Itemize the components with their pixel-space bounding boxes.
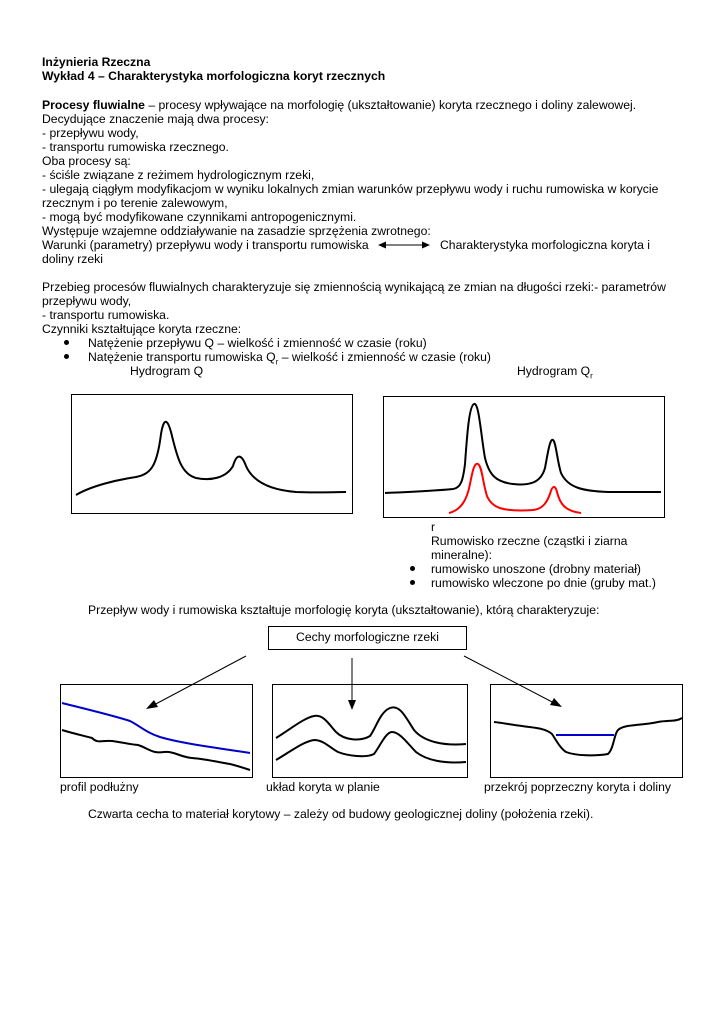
bullet-icon xyxy=(64,340,69,345)
sediment-title-2: mineralne): xyxy=(431,548,492,562)
valley-text: doliny rzeki xyxy=(42,252,103,266)
planform-diagram xyxy=(272,684,468,778)
process-2: - transportu rumowiska rzecznego. xyxy=(42,140,229,154)
fluvial-definition xyxy=(42,98,636,112)
hydrograph-qr-frame xyxy=(384,397,665,518)
characteristic-text: Charakterystyka morfologiczna koryta i xyxy=(440,238,650,252)
fourth-feature: Czwarta cecha to materiał korytowy – zależy od budowy geologicznej doliny (położenia rzeki). xyxy=(88,807,594,821)
course-line-2: przepływu wody, xyxy=(42,294,132,308)
hydrograph-q-label: Hydrogram Q xyxy=(130,364,204,378)
sediment-suspended: rumowisko unoszone (drobny materiał) xyxy=(431,562,641,576)
double-arrow-icon xyxy=(378,238,430,252)
conditions-text: Warunki (parametry) przepływu wody i transportu rumowiska xyxy=(42,238,369,252)
fluvial-term: Procesy fluwialne xyxy=(42,98,145,112)
both-item-2a: - ulegają ciągłym modyfikacjom w wyniku lokalnych zmian warunków przepływu wody i ruchu rumowiska w korycie xyxy=(42,182,659,196)
deciding-line: Decydujące znaczenie mają dwa procesy: xyxy=(42,112,269,126)
bullet-icon xyxy=(64,354,69,359)
both-item-1: - ściśle związane z reżimem hydrologicznym rzeki, xyxy=(42,168,315,182)
hydrograph-q-frame xyxy=(72,395,353,514)
sediment-bedload: rumowisko wleczone po dnie (gruby mat.) xyxy=(431,576,656,590)
stray-r-label: r xyxy=(431,520,436,534)
feedback-line: Występuje wzajemne oddziaływanie na zasadzie sprzężenia zwrotnego: xyxy=(42,224,431,238)
planform-bank-lower xyxy=(276,732,466,763)
planform-frame xyxy=(273,685,468,778)
factor-flow: Natężenie przepływu Q – wielkość i zmienność w czasie (roku) xyxy=(88,336,427,350)
cross-section-diagram xyxy=(490,684,683,778)
fluvial-definition-text: – procesy wpływające na morfologię (ukształtowanie) koryta rzecznego i doliny zalewowej. xyxy=(144,98,637,112)
course-line-3: - transportu rumowiska. xyxy=(42,308,170,322)
process-1: - przepływu wody, xyxy=(42,126,139,140)
morphology-lead: Przepływ wody i rumowiska kształtuje morfologię koryta (ukształtowanie), którą charakteryzuje: xyxy=(88,603,600,617)
caption-longitudinal: profil podłużny xyxy=(60,780,139,794)
caption-cross-section: przekrój poprzeczny koryta i doliny xyxy=(484,780,671,794)
hydrograph-qr-label xyxy=(517,364,593,383)
morphology-features-box: Cechy morfologiczne rzeki xyxy=(268,626,467,650)
hydrograph-q xyxy=(71,394,353,514)
cross-section-frame xyxy=(491,685,683,778)
factors-heading: Czynniki kształtujące koryta rzeczne: xyxy=(42,322,242,336)
both-line: Oba procesy są: xyxy=(42,154,131,168)
sediment-title-1: Rumowisko rzeczne (cząstki i ziarna xyxy=(431,534,628,548)
bullet-icon xyxy=(410,580,415,585)
flow-curve xyxy=(76,422,346,495)
bullet-icon xyxy=(410,566,415,571)
factor-sediment-sub: r xyxy=(275,357,279,367)
planform-bank-upper xyxy=(276,707,466,744)
both-item-3: - mogą być modyfikowane czynnikami antropogenicznymi. xyxy=(42,210,357,224)
flow-curve xyxy=(385,404,661,493)
caption-planform: układ koryta w planie xyxy=(266,780,380,794)
hydrograph-qr-label-sub: r xyxy=(590,371,593,381)
factor-sediment-pre: Natężenie transportu rumowiska Q xyxy=(88,350,276,364)
lecture-title: Wykład 4 – Charakterystyka morfologiczna koryt rzecznych xyxy=(42,69,386,83)
course-line-1: Przebieg procesów fluwialnych charakteryzuje się zmiennością wynikającą ze zmian na długości rzeki:- parametrów xyxy=(42,280,666,294)
hydrograph-qr-label-pre: Hydrogram Q xyxy=(517,364,591,378)
water-surface-line xyxy=(62,703,250,753)
longitudinal-profile-diagram xyxy=(60,684,253,778)
course-title: Inżynieria Rzeczna xyxy=(42,55,151,69)
valley-profile xyxy=(494,718,682,755)
hydrograph-qr xyxy=(383,396,665,518)
factor-sediment-post: – wielkość i zmienność w czasie (roku) xyxy=(278,350,491,364)
both-item-2b: rzecznym i po terenie zalewowym, xyxy=(42,196,228,210)
